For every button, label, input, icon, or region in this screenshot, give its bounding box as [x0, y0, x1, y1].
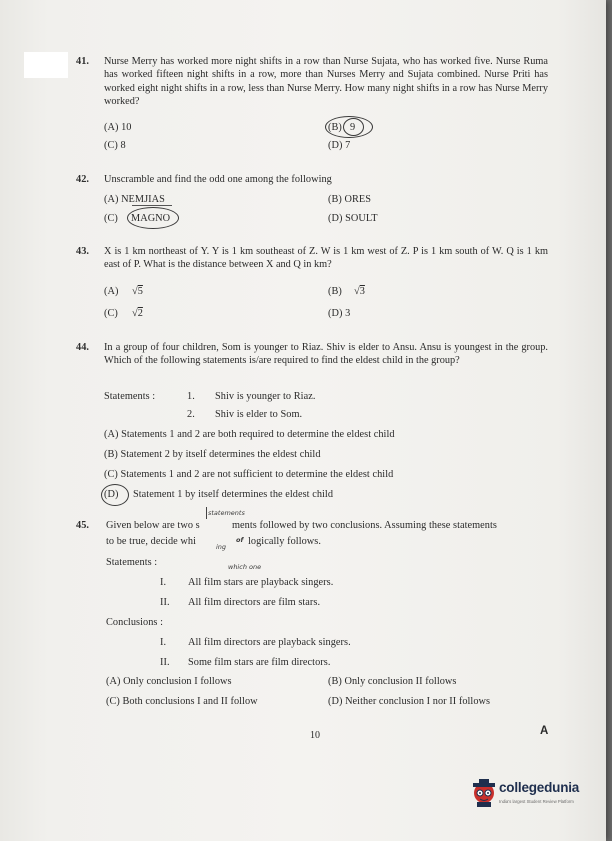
q43-option-c[interactable]: (C) [104, 308, 118, 319]
q45-option-b[interactable]: (B) Only conclusion II follows [328, 676, 457, 687]
q43-option-d[interactable]: (D) 3 [328, 308, 351, 319]
q41-number: 41. [76, 56, 90, 67]
q45-option-d[interactable]: (D) Neither conclusion I nor II follows [328, 696, 491, 707]
q44-statement-1-num: 1. [187, 391, 195, 402]
q42-option-a[interactable]: (A) NEMJIAS [104, 194, 165, 205]
page-number: 10 [310, 730, 321, 741]
q45-conclusion-1-num: I. [160, 637, 167, 648]
q44-option-d[interactable]: Statement 1 by itself determines the eldest child [133, 489, 334, 500]
q45-option-c[interactable]: (C) Both conclusions I and II follow [106, 696, 258, 707]
q45-statement-1-text: All film stars are playback singers. [188, 577, 334, 588]
collegedunia-brand-name: collegedunia [499, 780, 580, 795]
q41-option-a[interactable]: (A) 10 [104, 122, 132, 133]
q44-statement-2-num: 2. [187, 409, 195, 420]
q45-conclusion-2-num: II. [160, 657, 170, 668]
q41-option-b-value: 9 [350, 122, 356, 133]
q45-stem-line2-b: logically follows. [248, 536, 321, 547]
q42-option-d[interactable]: (D) SOULT [328, 213, 378, 224]
redacted-area [24, 52, 68, 78]
q44-statement-1-text: Shiv is younger to Riaz. [215, 391, 316, 402]
q41-stem: Nurse Merry has worked more night shifts in a row than Nurse Sujata, who has worked five. Nurse Ruma has worked fifteen night shifts in a row, more than Nurses Merry and Sujata combined. Nurse Priti has worked eight night shifts in a row, less than Nurse Merry. How many night shifts in a row has Nurse Merry worked? [104, 56, 548, 108]
q44-option-b[interactable]: (B) Statement 2 by itself determines the eldest child [104, 449, 321, 460]
q42-option-c-value: MAGNO [131, 213, 171, 224]
q43-option-a-value: √5 [132, 286, 143, 297]
q42-number: 42. [76, 174, 90, 185]
q45-option-a[interactable]: (A) Only conclusion I follows [106, 676, 232, 687]
q42-answer-circle [127, 207, 179, 229]
q43-number: 43. [76, 246, 90, 257]
q42-option-b[interactable]: (B) ORES [328, 194, 372, 205]
mascot-icon [470, 778, 498, 808]
q45-statement-1-num: I. [160, 577, 167, 588]
q42-option-c[interactable]: (C) [104, 213, 118, 224]
q43-stem: X is 1 km northeast of Y. Y is 1 km southeast of Z. W is 1 km west of Z. P is 1 km south of W. Q is 1 km east of P. What is the distance between X and Q in km? [104, 246, 548, 271]
handwritten-caret-mark [206, 507, 207, 519]
q44-number: 44. [76, 342, 90, 353]
q43-option-b-value: √3 [354, 286, 365, 297]
q45-stem-line1-b: ments followed by two conclusions. Assuming these statements [232, 520, 497, 531]
q43-option-a[interactable]: (A) [104, 286, 119, 297]
q45-conclusion-2-text: Some film stars are film directors. [188, 657, 331, 668]
q41-option-c[interactable]: (C) 8 [104, 140, 126, 151]
collegedunia-watermark [470, 778, 600, 818]
q45-statement-2-text: All film directors are film stars. [188, 597, 321, 608]
q41-option-d[interactable]: (D) 7 [328, 140, 351, 151]
q43-option-b[interactable]: (B) [328, 286, 342, 297]
q44-statement-2-text: Shiv is elder to Som. [215, 409, 303, 420]
q45-conclusion-1-text: All film directors are playback singers. [188, 637, 351, 648]
q43-option-c-value: √2 [132, 308, 143, 319]
q44-option-a[interactable]: (A) Statements 1 and 2 are both required to determine the eldest child [104, 429, 395, 440]
handwritten-note-of: of [236, 536, 244, 544]
q45-statements-label: Statements : [106, 557, 158, 568]
q45-statement-2-num: II. [160, 597, 170, 608]
q45-number: 45. [76, 520, 90, 531]
q45-stem-line2-a: to be true, decide whi [106, 536, 197, 547]
q45-stem-line1-a: Given below are two s [106, 520, 200, 531]
q44-answer-circle [101, 484, 129, 506]
q44-option-d-label[interactable]: (D) [104, 489, 119, 500]
handwritten-note-which-one: which one [228, 563, 262, 571]
q45-conclusions-label: Conclusions : [106, 617, 164, 628]
set-letter: A [540, 725, 549, 737]
q42-stem: Unscramble and find the odd one among the following [104, 174, 332, 185]
q41-answer-inner-circle [343, 118, 364, 136]
handwritten-note-statements: statements [208, 509, 245, 517]
handwritten-note-ing: ing [216, 543, 227, 551]
q41-option-b[interactable]: (B) [328, 122, 342, 133]
q44-option-c[interactable]: (C) Statements 1 and 2 are not sufficient to determine the eldest child [104, 469, 394, 480]
collegedunia-tagline: India's largest Student Review Platform [499, 799, 574, 804]
q44-statements-label: Statements : [104, 391, 156, 402]
q42-a-underline [132, 205, 172, 206]
q44-stem: In a group of four children, Som is younger to Riaz. Shiv is elder to Ansu. Ansu is youngest in the group. Which of the following statements is/are required to find the eldest child in the group? [104, 342, 548, 367]
